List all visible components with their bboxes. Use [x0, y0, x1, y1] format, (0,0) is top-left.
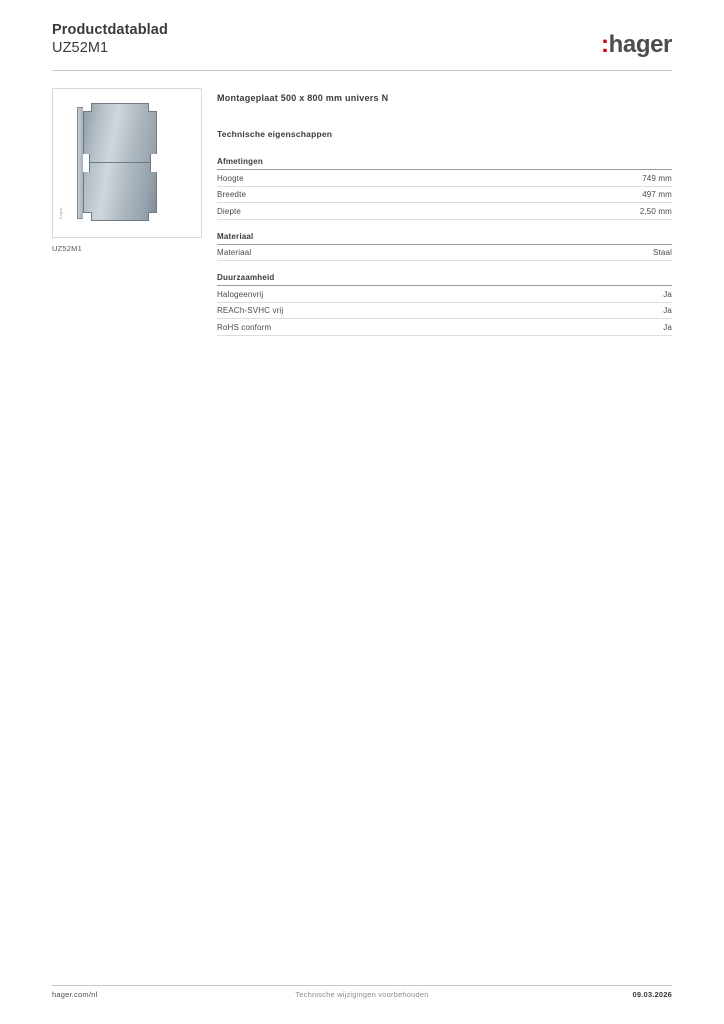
spec-value: Staal: [653, 248, 672, 257]
product-image-panel: [52, 88, 202, 238]
table-row: [217, 303, 672, 320]
spec-label: RoHS conform: [217, 322, 272, 332]
product-image-caption: UZ52M1: [52, 244, 82, 253]
section-title-technical: Technische eigenschappen: [217, 129, 333, 139]
spec-group-title: Afmetingen: [217, 157, 672, 170]
table-row: [217, 203, 672, 220]
spec-group-title: Materiaal: [217, 232, 672, 245]
spec-group-materiaal: [217, 232, 672, 262]
header-divider: [52, 70, 672, 71]
table-row: [217, 170, 672, 187]
spec-label: REACh-SVHC vrij: [217, 306, 284, 315]
product-image: [77, 103, 165, 223]
page-footer: [52, 990, 672, 1004]
mounting-plate-graphic: [83, 103, 157, 221]
specifications-content: [217, 93, 672, 348]
table-row: [217, 187, 672, 204]
spec-value: 749 mm: [642, 173, 672, 183]
plate-corner-top-right: [148, 103, 157, 112]
spec-label: Hoogte: [217, 173, 244, 183]
plate-corner-bottom-left: [83, 212, 92, 221]
logo-colon-icon: :: [601, 31, 609, 58]
image-watermark: hager: [58, 207, 63, 219]
table-row: [217, 286, 672, 303]
spec-label: Halogeenvrij: [217, 289, 264, 299]
footer-disclaimer: Technische wijzigingen voorbehouden: [295, 990, 429, 999]
plate-notch-right: [150, 154, 157, 172]
footer-website-link[interactable]: hager.com/nl: [52, 990, 98, 999]
spec-value: Ja: [663, 322, 672, 332]
table-row: [217, 319, 672, 336]
hager-logo: [601, 31, 672, 59]
table-row: [217, 245, 672, 262]
spec-group-afmetingen: [217, 157, 672, 220]
spec-group-duurzaamheid: [217, 273, 672, 336]
plate-notch-left: [83, 154, 90, 172]
page-title: Productdatablad: [52, 22, 168, 38]
product-reference: UZ52M1: [52, 40, 109, 56]
plate-corner-top-left: [83, 103, 92, 112]
spec-group-title: Duurzaamheid: [217, 273, 672, 286]
spec-label: Materiaal: [217, 248, 252, 257]
logo-text: hager: [608, 31, 672, 58]
footer-divider: [52, 985, 672, 986]
spec-value: 2,50 mm: [639, 206, 672, 216]
spec-label: Breedte: [217, 190, 247, 199]
spec-label: Diepte: [217, 206, 242, 216]
spec-value: 497 mm: [642, 190, 672, 199]
spec-value: Ja: [663, 289, 672, 299]
product-description: Montageplaat 500 x 800 mm univers N: [217, 93, 389, 103]
plate-corner-bottom-right: [148, 212, 157, 221]
footer-date: 09.03.2026: [632, 990, 672, 999]
spec-value: Ja: [663, 306, 672, 315]
page-header: [52, 22, 672, 70]
